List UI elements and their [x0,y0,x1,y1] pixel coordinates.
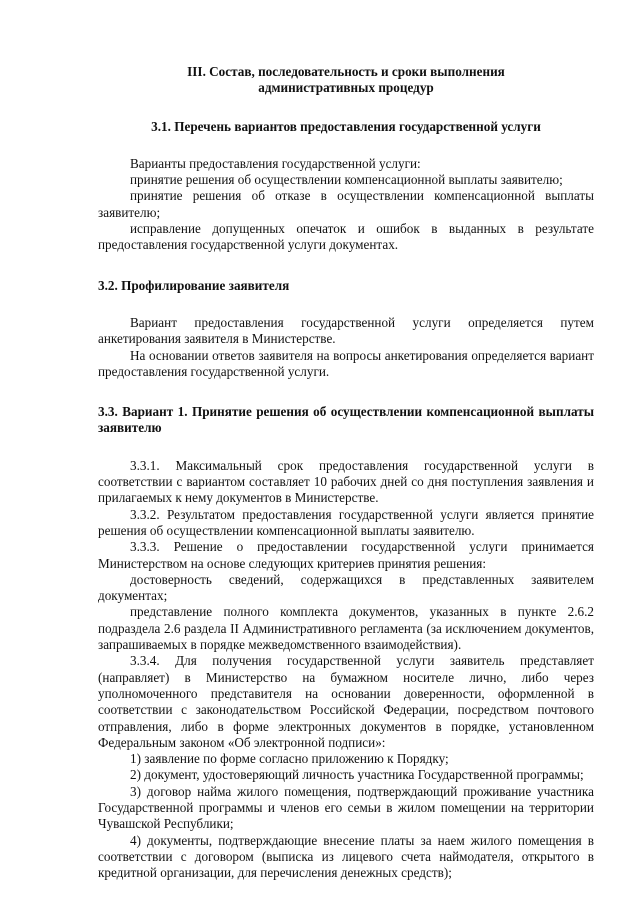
paragraph-3-2-2: На основании ответов заявителя на вопросы анкетирования определяется вариант предоставления государственной услуги. [98,347,594,379]
list-item-1: 1) заявление по форме согласно приложению к Порядку; [130,751,449,767]
section-title-line-2: административных процедур [258,80,434,96]
paragraph-3-1-intro: Варианты предоставления государственной услуги: [130,155,421,171]
paragraph-3-1-option-1: принятие решения об осуществлении компенсационной выплаты заявителю; [130,172,563,188]
paragraph-3-3-2: 3.3.2. Результатом предоставления государственной услуги является принятие решения об осуществлении компенсационной выплаты заявителю. [98,506,594,538]
section-title [98,64,594,97]
paragraph-3-1-option-3: исправление допущенных опечаток и ошибок в выданных в результате предоставления государственной услуги документах. [98,221,594,253]
list-item-2: 2) документ, удостоверяющий личность участника Государственной программы; [130,767,584,783]
heading-3-2: 3.2. Профилирование заявителя [98,277,290,293]
paragraph-3-3-3: 3.3.3. Решение о предоставлении государственной услуги принимается Министерством на основе следующих критериев принятия решения: [98,539,594,571]
paragraph-3-3-1: 3.3.1. Максимальный срок предоставления государственной услуги в соответствии с вариантом составляет 10 рабочих дней со дня поступления заявления и прилагаемых к нему документов в Министерстве. [98,457,594,506]
paragraph-3-2-1: Вариант предоставления государственной услуги определяется путем анкетирования заявителя в Министерстве. [98,314,594,347]
section-title-line-1: III. Состав, последовательность и сроки выполнения [187,64,505,79]
document-content [98,64,594,881]
list-item-3: 3) договор найма жилого помещения, подтверждающий проживание участника Государственной программы и членов его семьи в жилом помещении на территории Чувашской Республики; [98,783,594,832]
paragraph-3-3-3-criterion-1: достоверность сведений, содержащихся в представленных заявителем документах; [98,571,594,604]
paragraph-3-3-4: 3.3.4. Для получения государственной услуги заявитель представляет (направляет) в Министерство на бумажном носителе лично, либо через уполномоченного представителя на основании доверенности, оформленной в соответствии с законодательством Российской Федерации, посредством почтового отправления, либо в форме электронных документов в порядке, установленном Федеральным законом «Об электронной подписи»: [98,653,594,750]
heading-3-3: 3.3. Вариант 1. Принятие решения об осуществлении компенсационной выплаты заявителю [98,404,594,436]
list-item-4: 4) документы, подтверждающие внесение платы за наем жилого помещения в соответствии с договором (выписка из лицевого счета наймодателя, открытого в кредитной организации, для перечисления денежных средств); [98,832,594,881]
paragraph-3-3-3-criterion-2: представление полного комплекта документов, указанных в пункте 2.6.2 подраздела 2.6 раздела II Административного регламента (за исключением документов, запрашиваемых в порядке межведомственного взаимодействия). [98,604,594,653]
heading-3-1: 3.1. Перечень вариантов предоставления государственной услуги [151,118,541,134]
paragraph-3-1-option-2: принятие решения об отказе в осуществлении компенсационной выплаты заявителю; [98,188,594,220]
